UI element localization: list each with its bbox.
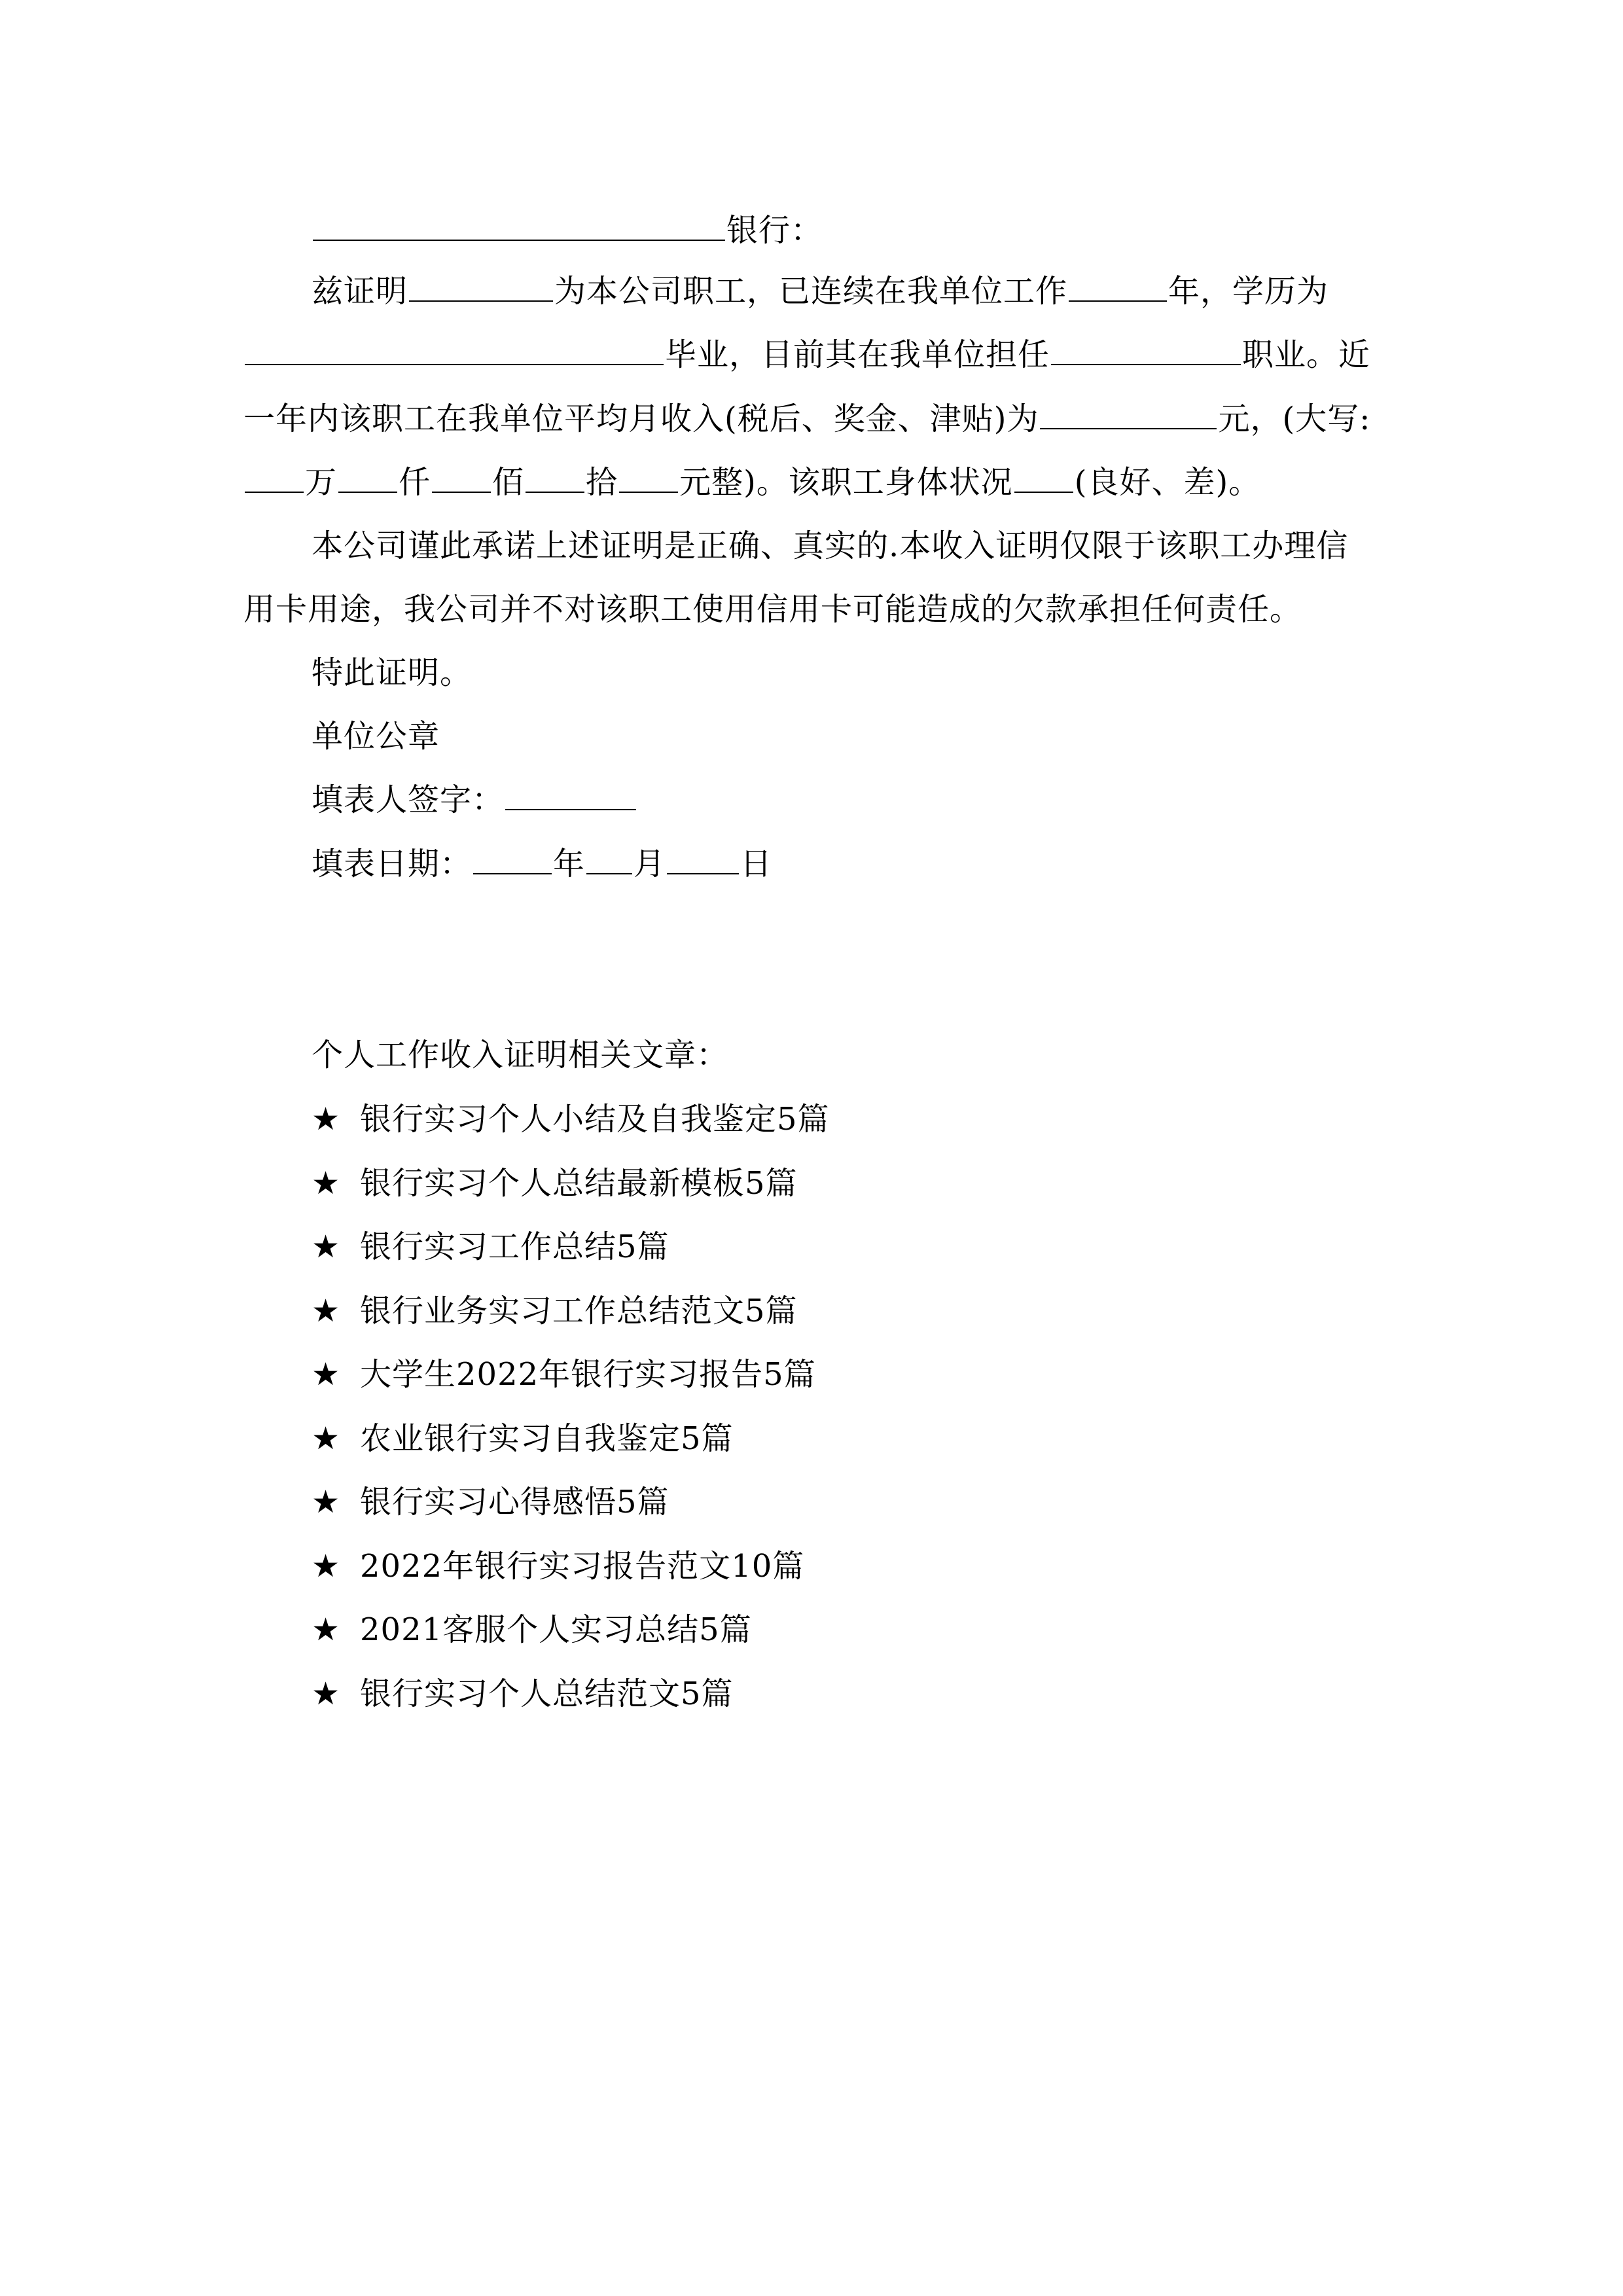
signer-line [312, 780, 1450, 819]
related-article-item[interactable] [312, 1164, 1450, 1203]
paragraph-1-line-4 [243, 463, 1382, 502]
text-education: 年，学历为 [1168, 273, 1329, 310]
paragraph-1-line-2 [243, 335, 1382, 374]
related-article-item[interactable] [312, 1674, 1450, 1713]
text-company-seal: 单位公章 [312, 718, 440, 755]
paragraph-1-line-1 [312, 272, 1450, 311]
employee-name-blank [409, 272, 553, 302]
text-yuan-health: 元整)。该职工身体状况 [679, 464, 1013, 501]
seal-line [312, 717, 1450, 756]
bank-name-blank [313, 211, 725, 241]
school-blank [245, 335, 664, 365]
related-article-title[interactable]: 银行业务实习工作总结范文5篇 [360, 1293, 798, 1329]
addressee-line [312, 211, 1450, 250]
star-icon: ★ [312, 1420, 341, 1457]
related-article-title[interactable]: 银行实习个人小结及自我鉴定5篇 [360, 1101, 830, 1138]
star-icon: ★ [312, 1484, 341, 1520]
text-date-label: 填表日期： [312, 846, 473, 882]
related-article-title[interactable]: 银行实习个人总结范文5篇 [360, 1676, 734, 1712]
wan-blank [245, 463, 304, 493]
star-icon: ★ [312, 1611, 341, 1648]
related-article-title[interactable]: 大学生2022年银行实习报告5篇 [360, 1356, 816, 1393]
yuan-blank [619, 463, 678, 493]
text-certify: 兹证明 [312, 273, 408, 310]
text-employee-of: 为本公司职工，已连续在我单位工作 [554, 273, 1068, 310]
paragraph-1-line-3 [243, 399, 1382, 439]
income-blank [1040, 399, 1217, 429]
year-blank [473, 844, 552, 874]
related-article-item[interactable] [312, 1547, 1450, 1586]
text-qian: 仟 [399, 464, 431, 501]
text-commitment-1: 本公司谨此承诺上述证明是正确、真实的.本收入证明仅限于该职工办理信 [312, 528, 1349, 564]
star-icon: ★ [312, 1165, 341, 1202]
star-icon: ★ [312, 1356, 341, 1393]
day-blank [667, 844, 739, 874]
text-bai: 佰 [492, 464, 525, 501]
text-commitment-2: 用卡用途，我公司并不对该职工使用信用卡可能造成的欠款承担任何责任。 [243, 591, 1302, 628]
text-closing: 特此证明。 [312, 655, 473, 691]
text-graduated: 毕业，目前其在我单位担任 [665, 336, 1050, 373]
text-related-heading: 个人工作收入证明相关文章： [312, 1037, 729, 1073]
text-capital: 元，(大写: [1218, 401, 1371, 437]
related-article-title[interactable]: 银行实习心得感悟5篇 [360, 1484, 669, 1520]
related-article-title[interactable]: 2022年银行实习报告范文10篇 [360, 1548, 805, 1585]
star-icon: ★ [312, 1293, 341, 1329]
bank-suffix: 银行： [726, 212, 823, 249]
text-month: 月 [633, 846, 666, 882]
paragraph-2-line-1 [312, 526, 1450, 565]
text-day: 日 [740, 846, 773, 882]
month-blank [586, 844, 632, 874]
related-article-item[interactable] [312, 1482, 1450, 1522]
text-occupation: 职业。近 [1242, 336, 1371, 373]
closing-line [312, 653, 1450, 692]
text-year: 年 [553, 846, 586, 882]
bai-blank [432, 463, 491, 493]
star-icon: ★ [312, 1229, 341, 1265]
shi-blank [526, 463, 584, 493]
related-article-title[interactable]: 银行实习个人总结最新模板5篇 [360, 1165, 798, 1202]
star-icon: ★ [312, 1676, 341, 1712]
date-line [312, 844, 1450, 884]
paragraph-2-line-2 [243, 590, 1382, 629]
text-signer-label: 填表人签字： [312, 781, 505, 818]
related-article-title[interactable]: 银行实习工作总结5篇 [360, 1229, 669, 1265]
health-blank [1014, 463, 1073, 493]
related-heading [312, 1035, 1450, 1075]
years-blank [1069, 272, 1167, 302]
related-article-item[interactable] [312, 1100, 1450, 1139]
related-article-title[interactable]: 2021客服个人实习总结5篇 [360, 1611, 752, 1648]
star-icon: ★ [312, 1101, 341, 1138]
text-wan: 万 [305, 464, 338, 501]
text-health-options: (良好、差)。 [1074, 464, 1261, 501]
related-article-item[interactable] [312, 1355, 1450, 1394]
related-article-item[interactable] [312, 1291, 1450, 1331]
text-shi: 拾 [586, 464, 618, 501]
related-article-item[interactable] [312, 1227, 1450, 1266]
signer-blank [505, 780, 636, 810]
related-article-item[interactable] [312, 1610, 1450, 1649]
qian-blank [338, 463, 397, 493]
related-article-title[interactable]: 农业银行实习自我鉴定5篇 [360, 1420, 734, 1457]
text-monthly-income: 一年内该职工在我单位平均月收入(税后、奖金、津贴)为 [243, 401, 1039, 437]
position-blank [1051, 335, 1241, 365]
star-icon: ★ [312, 1548, 341, 1585]
related-article-item[interactable] [312, 1419, 1450, 1458]
